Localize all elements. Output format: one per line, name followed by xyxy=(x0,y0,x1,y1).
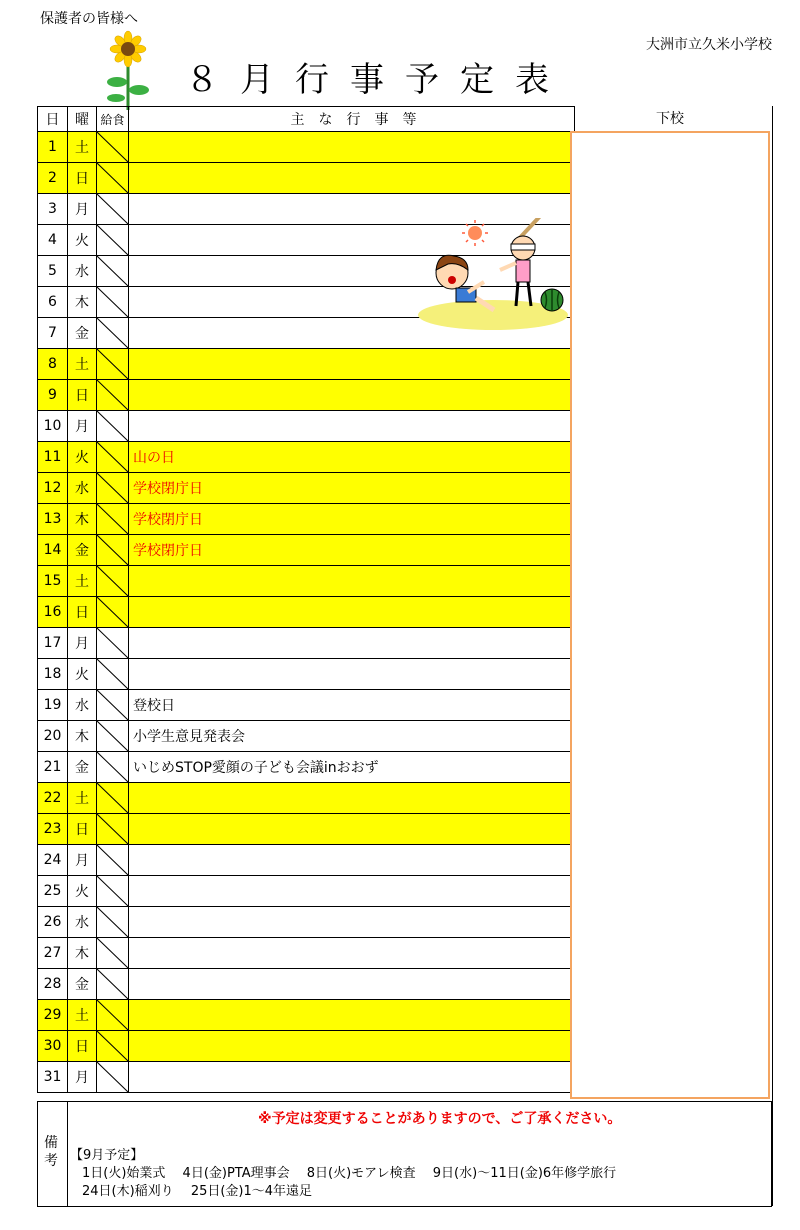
no-lunch-slash-icon xyxy=(97,1000,128,1030)
event-cell xyxy=(129,659,575,690)
day-cell: 29 xyxy=(38,1000,68,1031)
table-row xyxy=(38,938,575,969)
kyushoku-cell xyxy=(97,969,129,1000)
kyushoku-cell xyxy=(97,938,129,969)
weekday-cell: 土 xyxy=(68,783,97,814)
event-cell xyxy=(129,349,575,380)
table-row xyxy=(38,597,575,628)
day-cell: 11 xyxy=(38,442,68,473)
kyushoku-cell xyxy=(97,690,129,721)
weekday-cell: 月 xyxy=(68,194,97,225)
day-cell: 25 xyxy=(38,876,68,907)
kyushoku-cell xyxy=(97,876,129,907)
kyushoku-cell xyxy=(97,442,129,473)
kyushoku-cell xyxy=(97,752,129,783)
no-lunch-slash-icon xyxy=(97,1031,128,1061)
table-row xyxy=(38,814,575,845)
day-cell: 31 xyxy=(38,1062,68,1093)
event-cell xyxy=(129,783,575,814)
no-lunch-slash-icon xyxy=(97,845,128,875)
day-cell: 8 xyxy=(38,349,68,380)
greeting: 保護者の皆様へ xyxy=(40,11,138,27)
kyushoku-cell xyxy=(97,380,129,411)
plan-line-2: 24日(木)稲刈り 25日(金)1～4年遠足 xyxy=(82,1184,313,1199)
kyushoku-cell xyxy=(97,1062,129,1093)
table-header-row xyxy=(38,107,575,132)
event-cell: 学校閉庁日 xyxy=(129,504,575,535)
kyushoku-cell xyxy=(97,814,129,845)
weekday-cell: 水 xyxy=(68,256,97,287)
weekday-cell: 日 xyxy=(68,597,97,628)
header-geko: 下校 xyxy=(656,111,684,127)
event-cell xyxy=(129,566,575,597)
children-watermelon-splitting-illustration xyxy=(418,218,570,333)
kyushoku-cell xyxy=(97,349,129,380)
plan-line-1: 1日(火)始業式 4日(金)PTA理事会 8日(火)モアレ検査 9日(水)～11日(金)6年修学旅行 xyxy=(82,1166,617,1181)
table-row xyxy=(38,783,575,814)
notes-section xyxy=(37,1101,772,1207)
table-row xyxy=(38,1000,575,1031)
kyushoku-cell xyxy=(97,256,129,287)
table-row xyxy=(38,163,575,194)
day-cell: 15 xyxy=(38,566,68,597)
kyushoku-cell xyxy=(97,194,129,225)
school-name: 大洲市立久米小学校 xyxy=(646,37,772,53)
no-lunch-slash-icon xyxy=(97,411,128,441)
no-lunch-slash-icon xyxy=(97,349,128,379)
notice-text: ※予定は変更することがありますので、ご了承ください。 xyxy=(258,1111,622,1127)
kyushoku-cell xyxy=(97,225,129,256)
event-cell xyxy=(129,969,575,1000)
no-lunch-slash-icon xyxy=(97,194,128,224)
day-cell: 12 xyxy=(38,473,68,504)
weekday-cell: 水 xyxy=(68,690,97,721)
event-cell xyxy=(129,411,575,442)
day-cell: 23 xyxy=(38,814,68,845)
event-cell xyxy=(129,876,575,907)
day-cell: 7 xyxy=(38,318,68,349)
kyushoku-cell xyxy=(97,318,129,349)
day-cell: 16 xyxy=(38,597,68,628)
weekday-cell: 水 xyxy=(68,907,97,938)
no-lunch-slash-icon xyxy=(97,225,128,255)
day-cell: 22 xyxy=(38,783,68,814)
kyushoku-cell xyxy=(97,566,129,597)
event-cell xyxy=(129,163,575,194)
no-lunch-slash-icon xyxy=(97,628,128,658)
weekday-cell: 月 xyxy=(68,628,97,659)
table-row xyxy=(38,442,575,473)
day-cell: 24 xyxy=(38,845,68,876)
day-cell: 30 xyxy=(38,1031,68,1062)
kyushoku-cell xyxy=(97,535,129,566)
event-cell xyxy=(129,938,575,969)
day-cell: 6 xyxy=(38,287,68,318)
kyushoku-cell xyxy=(97,628,129,659)
no-lunch-slash-icon xyxy=(97,287,128,317)
table-row xyxy=(38,535,575,566)
weekday-cell: 土 xyxy=(68,349,97,380)
kyushoku-cell xyxy=(97,907,129,938)
event-cell: 山の日 xyxy=(129,442,575,473)
weekday-cell: 木 xyxy=(68,721,97,752)
table-row xyxy=(38,690,575,721)
table-row xyxy=(38,504,575,535)
kyushoku-cell xyxy=(97,721,129,752)
weekday-cell: 金 xyxy=(68,318,97,349)
plan-title: 【9月予定】 xyxy=(70,1148,144,1163)
table-row xyxy=(38,380,575,411)
weekday-cell: 土 xyxy=(68,566,97,597)
weekday-cell: 月 xyxy=(68,1062,97,1093)
table-row xyxy=(38,969,575,1000)
kyushoku-cell xyxy=(97,287,129,318)
geko-column xyxy=(570,131,770,1099)
day-cell: 5 xyxy=(38,256,68,287)
no-lunch-slash-icon xyxy=(97,132,128,162)
table-row xyxy=(38,907,575,938)
no-lunch-slash-icon xyxy=(97,535,128,565)
weekday-cell: 日 xyxy=(68,163,97,194)
header-kyushoku: 給食 xyxy=(97,107,129,132)
no-lunch-slash-icon xyxy=(97,907,128,937)
day-cell: 13 xyxy=(38,504,68,535)
event-cell xyxy=(129,597,575,628)
day-cell: 26 xyxy=(38,907,68,938)
weekday-cell: 火 xyxy=(68,876,97,907)
table-row xyxy=(38,1062,575,1093)
weekday-cell: 日 xyxy=(68,814,97,845)
kyushoku-cell xyxy=(97,411,129,442)
weekday-cell: 木 xyxy=(68,504,97,535)
no-lunch-slash-icon xyxy=(97,597,128,627)
kyushoku-cell xyxy=(97,1031,129,1062)
table-row xyxy=(38,132,575,163)
table-row xyxy=(38,566,575,597)
no-lunch-slash-icon xyxy=(97,1062,128,1092)
event-cell xyxy=(129,380,575,411)
no-lunch-slash-icon xyxy=(97,442,128,472)
no-lunch-slash-icon xyxy=(97,256,128,286)
kyushoku-cell xyxy=(97,163,129,194)
table-row xyxy=(38,845,575,876)
no-lunch-slash-icon xyxy=(97,876,128,906)
header-events: 主 な 行 事 等 xyxy=(129,107,575,132)
table-row xyxy=(38,876,575,907)
event-cell xyxy=(129,1062,575,1093)
table-row xyxy=(38,411,575,442)
weekday-cell: 金 xyxy=(68,752,97,783)
kyushoku-cell xyxy=(97,783,129,814)
no-lunch-slash-icon xyxy=(97,938,128,968)
event-cell: いじめSTOP愛顔の子ども会議inおおず xyxy=(129,752,575,783)
weekday-cell: 土 xyxy=(68,132,97,163)
kyushoku-cell xyxy=(97,659,129,690)
no-lunch-slash-icon xyxy=(97,690,128,720)
kyushoku-cell xyxy=(97,132,129,163)
sunflower-icon xyxy=(103,30,153,110)
no-lunch-slash-icon xyxy=(97,473,128,503)
event-cell xyxy=(129,814,575,845)
day-cell: 1 xyxy=(38,132,68,163)
table-row xyxy=(38,473,575,504)
kyushoku-cell xyxy=(97,1000,129,1031)
no-lunch-slash-icon xyxy=(97,814,128,844)
weekday-cell: 月 xyxy=(68,411,97,442)
event-cell xyxy=(129,845,575,876)
weekday-cell: 火 xyxy=(68,225,97,256)
weekday-cell: 日 xyxy=(68,380,97,411)
table-border xyxy=(772,106,773,1206)
kyushoku-cell xyxy=(97,845,129,876)
kyushoku-cell xyxy=(97,504,129,535)
day-cell: 4 xyxy=(38,225,68,256)
table-row xyxy=(38,349,575,380)
no-lunch-slash-icon xyxy=(97,163,128,193)
event-cell: 学校閉庁日 xyxy=(129,535,575,566)
event-cell xyxy=(129,628,575,659)
page-title: ８月行事予定表 xyxy=(185,60,570,100)
no-lunch-slash-icon xyxy=(97,318,128,348)
table-row xyxy=(38,1031,575,1062)
weekday-cell: 月 xyxy=(68,845,97,876)
day-cell: 27 xyxy=(38,938,68,969)
day-cell: 9 xyxy=(38,380,68,411)
notes-label: 備考 xyxy=(44,1135,58,1169)
day-cell: 18 xyxy=(38,659,68,690)
sun-icon xyxy=(462,220,488,246)
no-lunch-slash-icon xyxy=(97,659,128,689)
no-lunch-slash-icon xyxy=(97,721,128,751)
day-cell: 14 xyxy=(38,535,68,566)
weekday-cell: 木 xyxy=(68,287,97,318)
event-cell xyxy=(129,132,575,163)
day-cell: 17 xyxy=(38,628,68,659)
day-cell: 3 xyxy=(38,194,68,225)
weekday-cell: 木 xyxy=(68,938,97,969)
event-cell xyxy=(129,1000,575,1031)
weekday-cell: 日 xyxy=(68,1031,97,1062)
table-row xyxy=(38,659,575,690)
event-cell xyxy=(129,907,575,938)
no-lunch-slash-icon xyxy=(97,783,128,813)
table-row xyxy=(38,721,575,752)
kyushoku-cell xyxy=(97,597,129,628)
notes-label-cell xyxy=(38,1102,68,1206)
watermelon-icon xyxy=(541,289,563,311)
day-cell: 21 xyxy=(38,752,68,783)
day-cell: 20 xyxy=(38,721,68,752)
weekday-cell: 火 xyxy=(68,442,97,473)
no-lunch-slash-icon xyxy=(97,504,128,534)
no-lunch-slash-icon xyxy=(97,752,128,782)
day-cell: 19 xyxy=(38,690,68,721)
table-row xyxy=(38,628,575,659)
kyushoku-cell xyxy=(97,473,129,504)
event-cell: 登校日 xyxy=(129,690,575,721)
event-cell: 学校閉庁日 xyxy=(129,473,575,504)
day-cell: 2 xyxy=(38,163,68,194)
table-row xyxy=(38,752,575,783)
header-weekday: 曜 xyxy=(68,107,97,132)
event-cell xyxy=(129,1031,575,1062)
day-cell: 10 xyxy=(38,411,68,442)
weekday-cell: 金 xyxy=(68,969,97,1000)
no-lunch-slash-icon xyxy=(97,969,128,999)
weekday-cell: 土 xyxy=(68,1000,97,1031)
no-lunch-slash-icon xyxy=(97,566,128,596)
weekday-cell: 水 xyxy=(68,473,97,504)
weekday-cell: 金 xyxy=(68,535,97,566)
event-cell: 小学生意見発表会 xyxy=(129,721,575,752)
day-cell: 28 xyxy=(38,969,68,1000)
no-lunch-slash-icon xyxy=(97,380,128,410)
header-day: 日 xyxy=(38,107,68,132)
weekday-cell: 火 xyxy=(68,659,97,690)
